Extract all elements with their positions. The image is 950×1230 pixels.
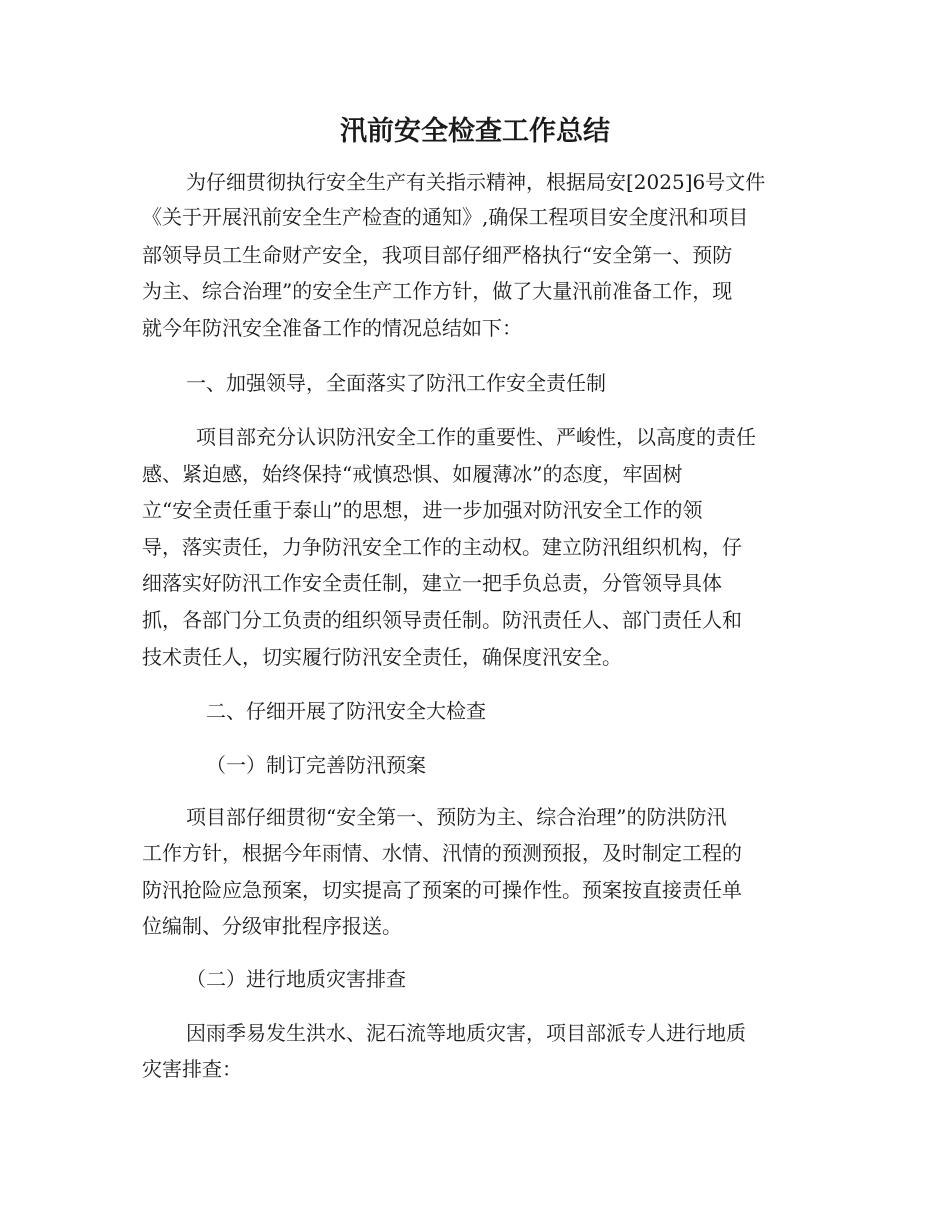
paragraph-line: 立“安全责任重于泰山”的思想，进一步加强对防汛安全工作的领 — [142, 498, 703, 522]
paragraph-line: 灾害排查： — [142, 1057, 242, 1081]
paragraph-line: 防汛抢险应急预案，切实提高了预案的可操作性。预案按直接责任单 — [142, 878, 742, 902]
paragraph-line: 项目部仔细贯彻“安全第一、预防为主、综合治理”的防洪防汛 — [186, 805, 727, 829]
paragraph-line: 细落实好防汛工作安全责任制，建立一把手负总责，分管领导具体 — [142, 571, 722, 595]
subsection-2-heading: （二）进行地质灾害排查 — [186, 967, 406, 991]
paragraph-line: 就今年防汛安全准备工作的情况总结如下： — [142, 316, 522, 340]
paragraph-line: 技术责任人，切实履行防汛安全责任，确保度汛安全。 — [142, 645, 622, 669]
section-2-heading: 二、仔细开展了防汛安全大检查 — [206, 699, 486, 723]
paragraph-line: 感、紧迫感，始终保持“戒慎恐惧、如履薄冰”的态度，牢固树 — [142, 462, 683, 486]
paragraph-line: 工作方针，根据今年雨情、水情、汛情的预测预报，及时制定工程的 — [142, 841, 742, 865]
paragraph-line: 抓，各部门分工负责的组织领导责任制。防汛责任人、部门责任人和 — [142, 608, 742, 632]
paragraph-line: 导，落实责任，力争防汛安全工作的主动权。建立防汛组织机构，仔 — [142, 535, 742, 559]
paragraph-line: 位编制、分级审批程序报送。 — [142, 914, 402, 938]
paragraph-line: 项目部充分认识防汛安全工作的重要性、严峻性，以高度的责任 — [196, 425, 756, 449]
section-1-heading: 一、加强领导，全面落实了防汛工作安全责任制 — [186, 371, 606, 395]
paragraph-line: 为主、综合治理”的安全生产工作方针，做了大量汛前准备工作，现 — [142, 279, 733, 303]
subsection-1-heading: （一）制订完善防汛预案 — [206, 753, 426, 777]
paragraph-line: 因雨季易发生洪水、泥石流等地质灾害，项目部派专人进行地质 — [186, 1021, 746, 1045]
paragraph-line: 部领导员工生命财产安全，我项目部仔细严格执行“安全第一、预防 — [142, 243, 733, 267]
paragraph-line: 为仔细贯彻执行安全生产有关指示精神，根据局安[2025]6号文件 — [186, 170, 766, 194]
paragraph-line: 《关于开展汛前安全生产检查的通知》,确保工程项目安全度汛和项目 — [142, 205, 749, 229]
document-title: 汛前安全检查工作总结 — [340, 116, 610, 147]
